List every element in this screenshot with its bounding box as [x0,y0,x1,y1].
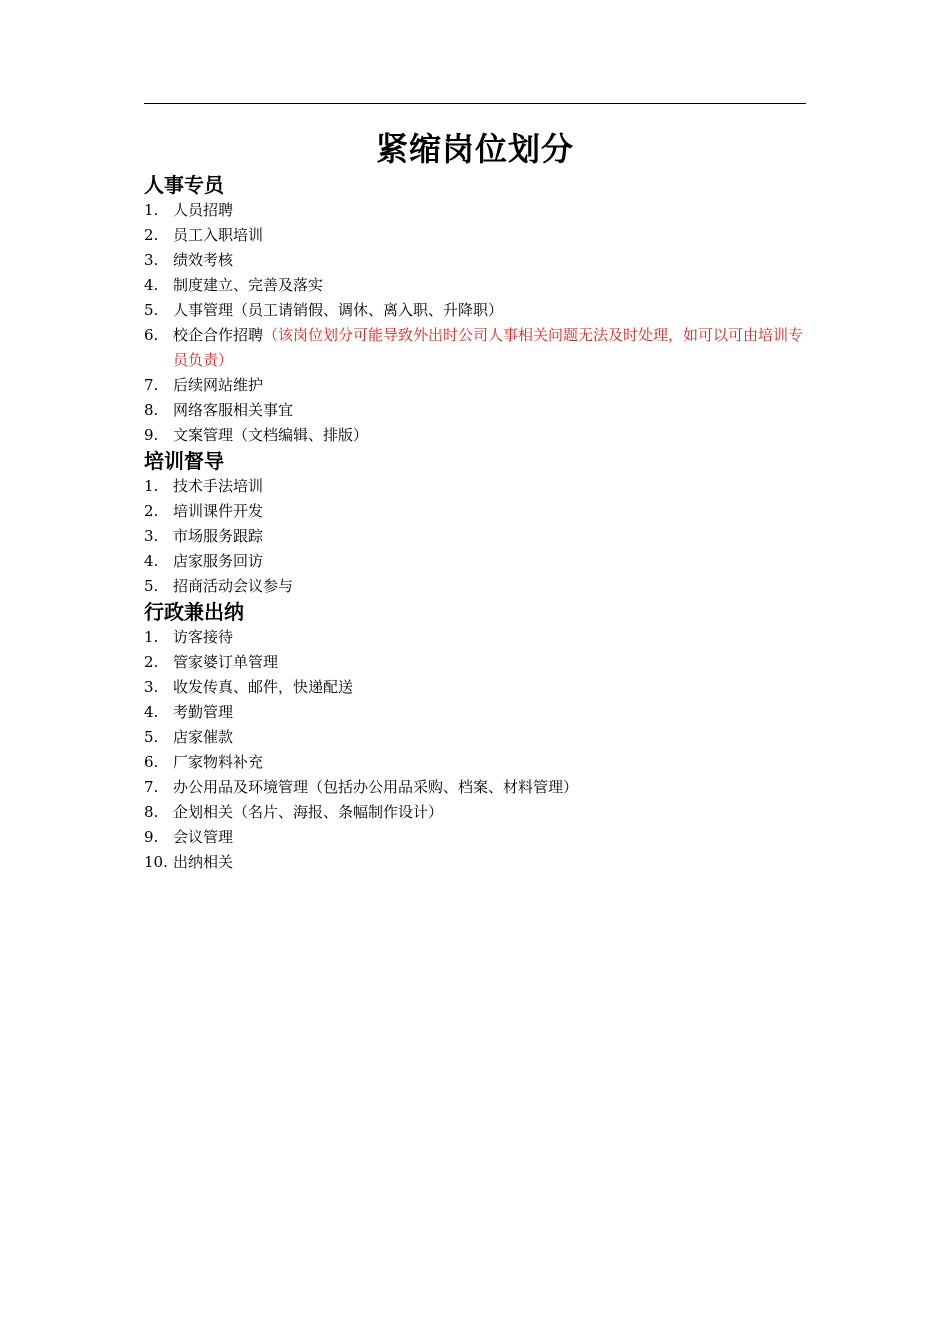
list-item-text: 绩效考核 [173,251,234,269]
list-item-text: 员工入职培训 [173,226,264,244]
list-item-number: 1. [144,477,159,495]
list-item-number: 3. [144,527,159,545]
list-item-text: 技术手法培训 [173,477,264,495]
page-title: 紧缩岗位划分 [375,130,574,168]
list-item-number: 9. [144,828,159,846]
list-item [144,273,808,298]
list-item [144,499,808,524]
list-item-number: 6. [144,326,159,344]
list-item [144,373,808,398]
document-body [144,172,808,875]
list-item [144,398,808,423]
section-heading: 行政兼出纳 [144,600,244,624]
list-item [144,248,808,273]
list-item-text: 培训课件开发 [173,502,264,520]
list-item-text: 收发传真、邮件，快递配送 [173,678,354,696]
list-item-number: 5. [144,301,159,319]
list-item-number: 2. [144,226,159,244]
list-item [144,474,808,499]
list-item [144,750,808,775]
list-item-text: 人员招聘 [173,201,234,219]
list-item-number: 4. [144,552,159,570]
list-item [144,298,808,323]
list-item-number: 9. [144,426,159,444]
list-item [144,198,808,223]
list-item-number: 4. [144,276,159,294]
list-item-number: 3. [144,678,159,696]
section-list [144,198,808,448]
list-item-text: 招商活动会议参与 [173,577,294,595]
list-item-text: 管家婆订单管理 [173,653,279,671]
list-item-text: 办公用品及环境管理（包括办公用品采购、档案、材料管理） [173,778,579,796]
list-item-text: 出纳相关 [173,853,234,871]
list-item-text: 校企合作招聘 [173,326,264,344]
list-item-number: 1. [144,628,159,646]
list-item-text: 企划相关（名片、海报、条幅制作设计） [173,803,444,821]
list-item-number: 1. [144,201,159,219]
list-item [144,850,808,875]
list-item-text: 后续网站维护 [173,376,264,394]
header-rule [144,103,806,104]
list-item-text: 人事管理（员工请销假、调休、离入职、升降职） [173,301,504,319]
list-item-number: 3. [144,251,159,269]
list-item-number: 2. [144,502,159,520]
list-item [144,775,808,800]
section-heading: 培训督导 [144,449,224,473]
section-heading: 人事专员 [144,173,224,197]
list-item [144,524,808,549]
list-item [144,825,808,850]
list-item-number: 6. [144,753,159,771]
list-item-number: 4. [144,703,159,721]
list-item-text: 文案管理（文档编辑、排版） [173,426,369,444]
list-item-text: 会议管理 [173,828,234,846]
list-item-text: 网络客服相关事宜 [173,401,294,419]
list-item [144,625,808,650]
list-item [144,423,808,448]
list-item-number: 5. [144,577,159,595]
list-item-number: 8. [144,803,159,821]
list-item-number: 10. [144,853,168,871]
list-item-text: 市场服务跟踪 [173,527,264,545]
list-item [144,549,808,574]
list-item [144,650,808,675]
list-item-number: 7. [144,778,159,796]
list-item-text: 考勤管理 [173,703,234,721]
list-item [144,675,808,700]
list-item-number: 7. [144,376,159,394]
list-item-text: 制度建立、完善及落实 [173,276,324,294]
list-item-note: （该岗位划分可能导致外出时公司人事相关问题无法及时处理，如可以可由培训专员负责） [173,326,804,369]
list-item [144,800,808,825]
section-list [144,625,808,875]
list-item [144,223,808,248]
list-item-number: 5. [144,728,159,746]
list-item-text: 店家催款 [173,728,234,746]
list-item [144,700,808,725]
list-item-text: 厂家物料补充 [173,753,264,771]
list-item-number: 8. [144,401,159,419]
list-item-text: 访客接待 [173,628,234,646]
list-item-number: 2. [144,653,159,671]
list-item [144,323,808,373]
section-list [144,474,808,599]
list-item-text: 店家服务回访 [173,552,264,570]
list-item [144,574,808,599]
list-item [144,725,808,750]
